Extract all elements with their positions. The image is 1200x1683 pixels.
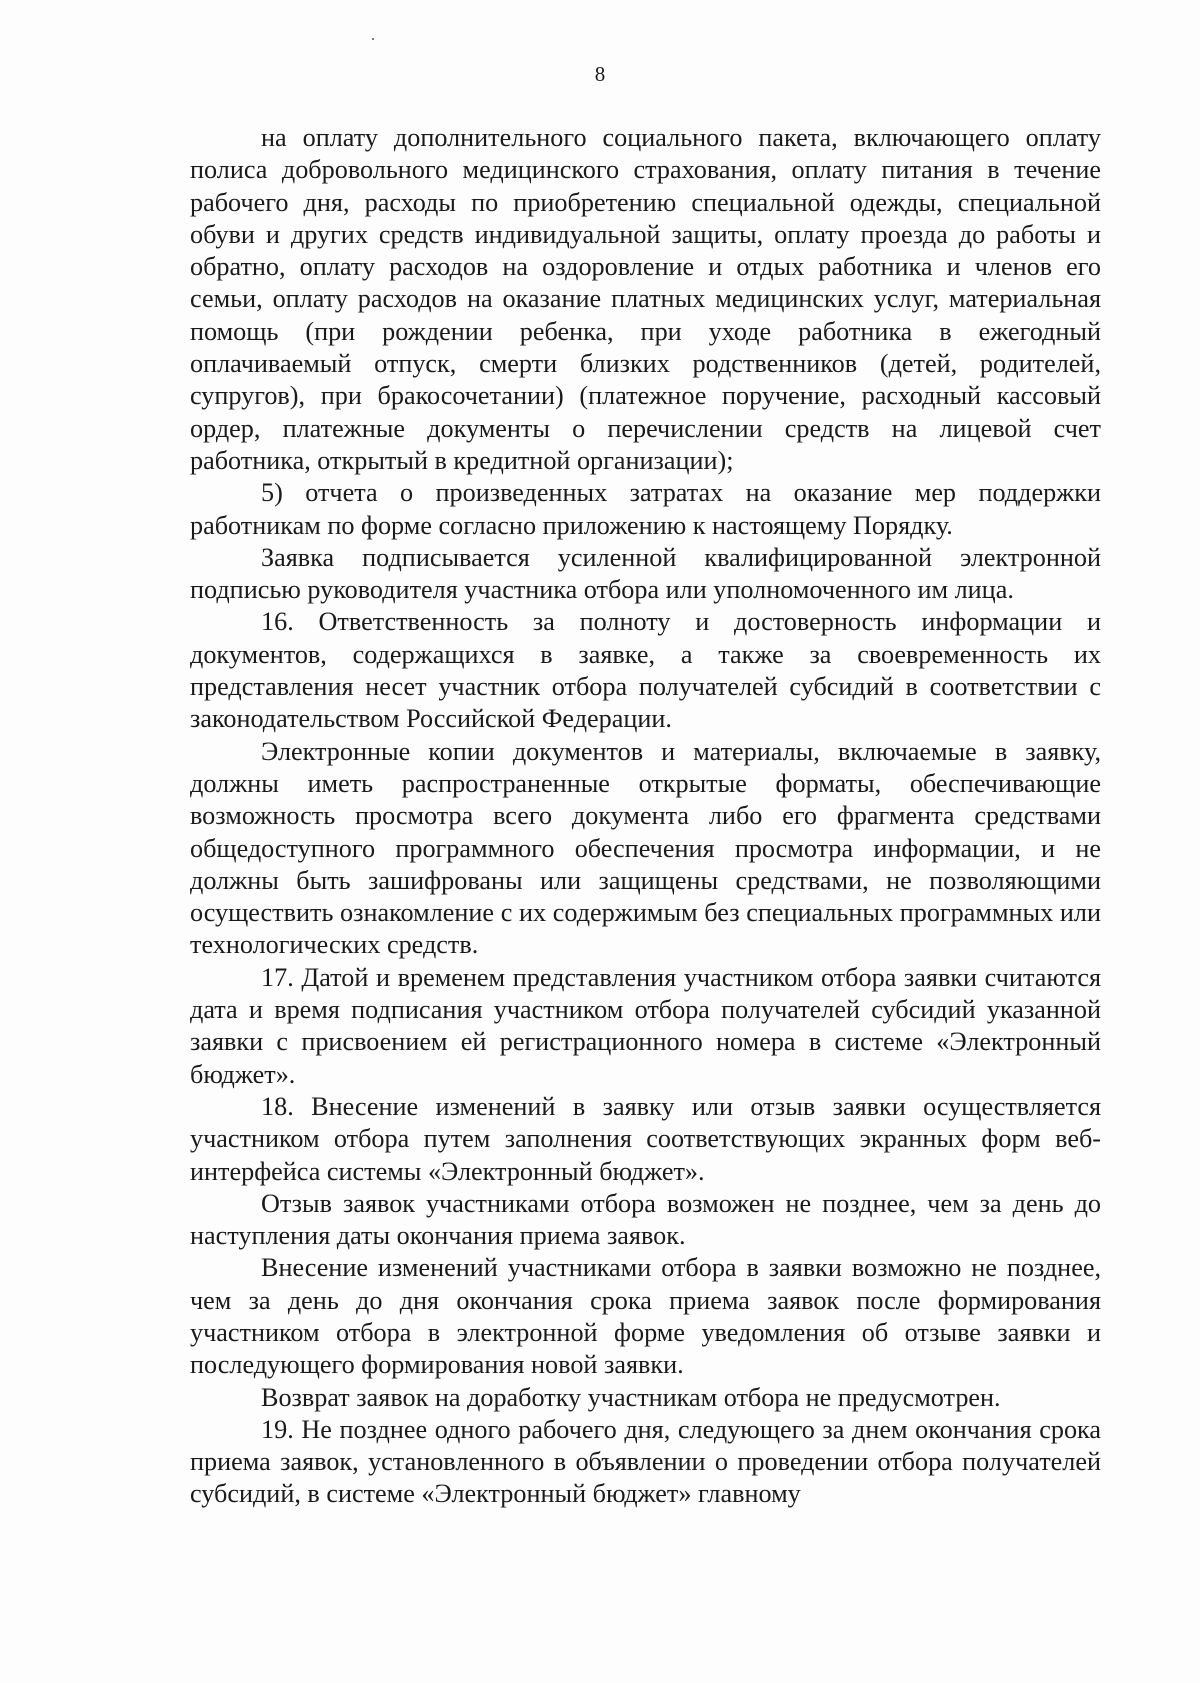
paragraph-changes: Внесение изменений участниками отбора в заявки возможно не позднее, чем за день до дня окончания срока приема заявок после формирования участником отбора в электронной форме уведомления об отзыве заявки и последующего формирования новой заявки. bbox=[190, 1253, 1101, 1380]
paragraph-continuation: на оплату дополнительного социального пакета, включающего оплату полиса добровольного медицинского страхования, оплату питания в течение рабочего дня, расходы по приобретению специальной одежды, специальной обуви и других средств индивидуальной защиты, оплату проезда до работы и обратно, оплату расходов на оздоровление и отдых работника и членов его семьи, оплату расходов на оказание платных медицинских услуг, материальная помощь (при рождении ребенка, при уходе работника в ежегодный оплачиваемый отпуск, смерти близких родственников (детей, родителей, супругов), при бракосочетании) (платежное поручение, расходный кассовый ордер, платежные документы о перечислении средств на лицевой счет работника, открытый в кредитной организации); bbox=[190, 123, 1101, 475]
paragraph-18: 18. Внесение изменений в заявку или отзыв заявки осуществляется участником отбора путем заполнения соответствующих экранных форм веб-интерфейса системы «Электронный бюджет». bbox=[190, 1091, 1101, 1186]
paragraph-signature: Заявка подписывается усиленной квалифицированной электронной подписью руководителя участника отбора или уполномоченного им лица. bbox=[190, 542, 1101, 605]
paragraph-17: 17. Датой и временем представления участником отбора заявки считаются дата и время подписания участником отбора получателей субсидий указанной заявки с присвоением ей регистрационного номера в системе «Электронный бюджет». bbox=[190, 962, 1101, 1089]
scan-speck bbox=[372, 38, 374, 40]
paragraph-16: 16. Ответственность за полноту и достоверность информации и документов, содержащихся в заявке, а также за своевременность их представления несет участник отбора получателей субсидий в соответствии с законодательством Российской Федерации. bbox=[190, 607, 1101, 734]
paragraph-item-5: 5) отчета о произведенных затратах на оказание мер поддержки работникам по форме согласно приложению к настоящему Порядку. bbox=[190, 478, 1101, 540]
paragraph-return: Возврат заявок на доработку участникам отбора не предусмотрен. bbox=[261, 1382, 1001, 1412]
paragraph-withdrawal: Отзыв заявок участниками отбора возможен не позднее, чем за день до наступления даты окончания приема заявок. bbox=[190, 1188, 1101, 1251]
paragraph-19: 19. Не позднее одного рабочего дня, следующего за днем окончания срока приема заявок, установленного в объявлении о проведении отбора получателей субсидий, в системе «Электронный бюджет» главному bbox=[190, 1414, 1101, 1509]
page-number: 8 bbox=[594, 62, 606, 86]
document-body bbox=[190, 122, 1101, 1511]
paragraph-electronic-copies: Электронные копии документов и материалы, включаемые в заявку, должны иметь распространенные открытые форматы, обеспечивающие возможность просмотра всего документа либо его фрагмента средствами общедоступного программного обеспечения просмотра информации, и не должны быть зашифрованы или защищены средствами, не позволяющими осуществить ознакомление с их содержимым без специальных программных или технологических средств. bbox=[190, 736, 1101, 960]
